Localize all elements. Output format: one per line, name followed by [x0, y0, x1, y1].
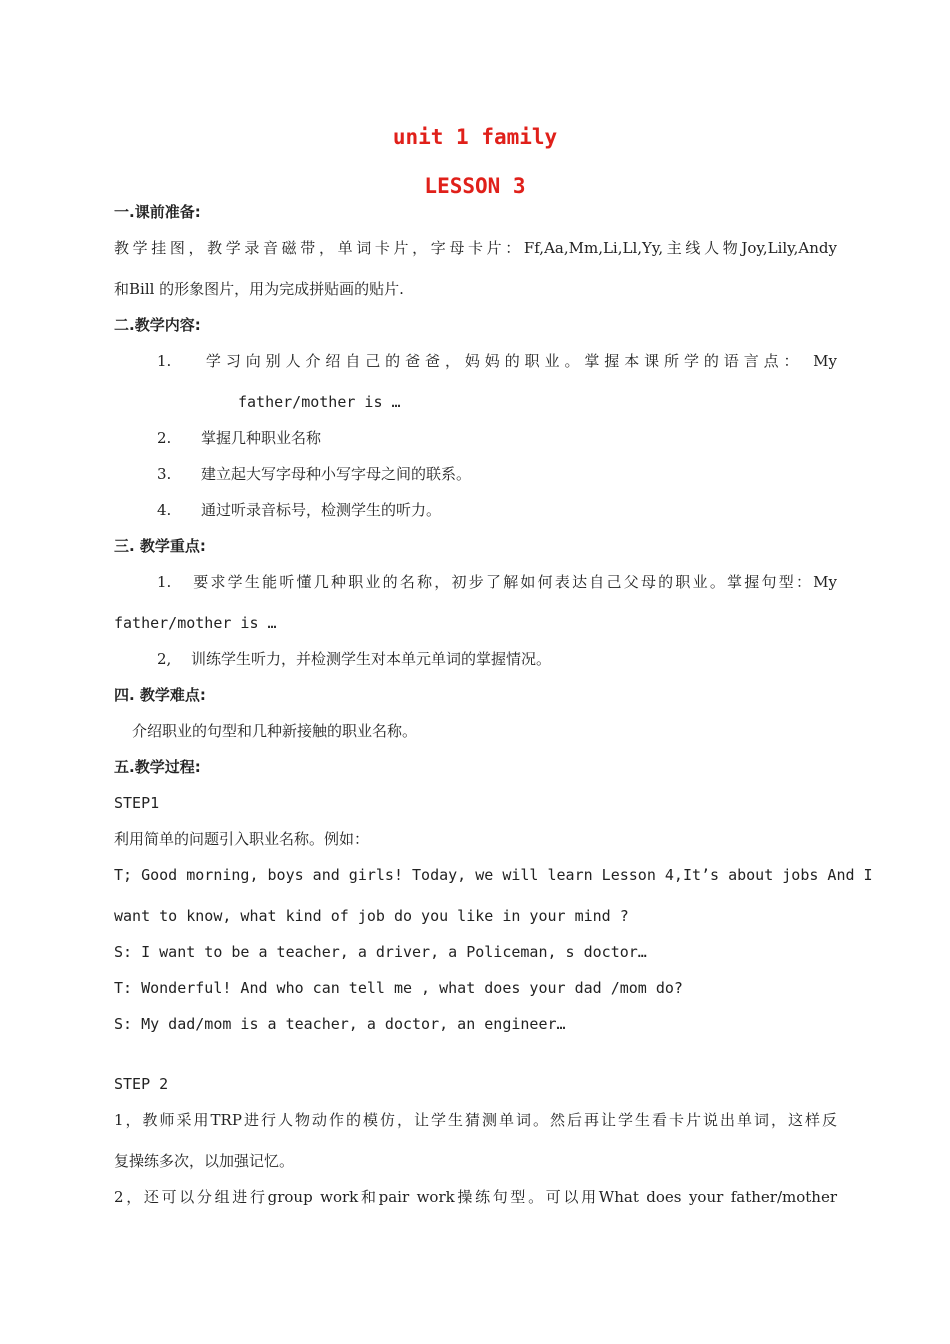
dialogue-line-1b: want to know, what kind of job do you like in your mind ?	[114, 907, 629, 925]
section-heading-content: 二.教学内容:	[114, 316, 201, 334]
item-text: 要求学生能听懂几种职业的名称，初步了解如何表达自己父母的职业。掌握句型：My	[191, 573, 837, 591]
step-1-label: STEP1	[114, 794, 160, 812]
step-2-paragraph-1a: 1，教师采用TRP进行人物动作的模仿，让学生猜测单词。然后再让学生看卡片说出单词，这样反	[114, 1111, 837, 1129]
content-item-2	[157, 428, 321, 448]
preparation-line-2: 和Bill 的形象图片，用为完成拼贴画的贴片.	[114, 280, 404, 298]
step-2-label: STEP 2	[114, 1075, 169, 1093]
item-number: 2,	[157, 650, 172, 668]
key-point-2	[157, 649, 551, 669]
item-number: 3.	[157, 465, 172, 483]
item-text: 建立起大写字母种小写字母之间的联系。	[201, 465, 472, 483]
key-point-1	[157, 572, 837, 592]
item-number: 2.	[157, 429, 172, 447]
step-1-intro: 利用简单的问题引入职业名称。例如：	[114, 830, 370, 848]
item-text: 训练学生听力，并检测学生对本单元单词的掌握情况。	[191, 650, 552, 668]
item-number: 4.	[157, 501, 172, 519]
item-text: 通过听录音标号，检测学生的听力。	[201, 501, 442, 519]
item-number: 1.	[157, 352, 172, 370]
preparation-line-1: 教学挂图，教学录音磁带，单词卡片，字母卡片：Ff,Aa,Mm,Li,Ll,Yy,主线人物Joy,Lily,Andy	[114, 239, 837, 257]
content-item-1-continuation: father/mother is …	[238, 393, 401, 411]
lesson-title: LESSON 3	[424, 174, 526, 198]
step-2-paragraph-2: 2，还可以分组进行group work和pair work操练句型。可以用What does your father/mother	[114, 1188, 837, 1206]
dialogue-line-1a: T; Good morning, boys and girls! Today, we will learn Lesson 4,It’s about jobs And I	[114, 866, 873, 884]
content-item-4	[157, 500, 441, 520]
item-text: 学习向别人介绍自己的爸爸，妈妈的职业。掌握本课所学的语言点： My	[201, 352, 837, 370]
dialogue-line-3: T: Wonderful! And who can tell me , what does your dad /mom do?	[114, 979, 683, 997]
step-2-paragraph-1b: 复操练多次，以加强记忆。	[114, 1152, 295, 1170]
dialogue-line-4: S: My dad/mom is a teacher, a doctor, an engineer…	[114, 1015, 566, 1033]
section-heading-difficulties: 四. 教学难点:	[114, 686, 206, 704]
section-heading-key-points: 三. 教学重点:	[114, 537, 206, 555]
dialogue-line-2: S: I want to be a teacher, a driver, a Policeman, s doctor…	[114, 943, 647, 961]
section-heading-process: 五.教学过程:	[114, 758, 201, 776]
content-item-1	[157, 351, 837, 371]
item-number: 1.	[157, 573, 172, 591]
document-title: unit 1 family	[392, 125, 558, 149]
difficulties-text: 介绍职业的句型和几种新接触的职业名称。	[132, 722, 418, 740]
content-item-3	[157, 464, 471, 484]
section-heading-preparation: 一.课前准备:	[114, 203, 201, 221]
item-text: 掌握几种职业名称	[201, 429, 322, 447]
key-point-1-continuation: father/mother is …	[114, 614, 277, 632]
